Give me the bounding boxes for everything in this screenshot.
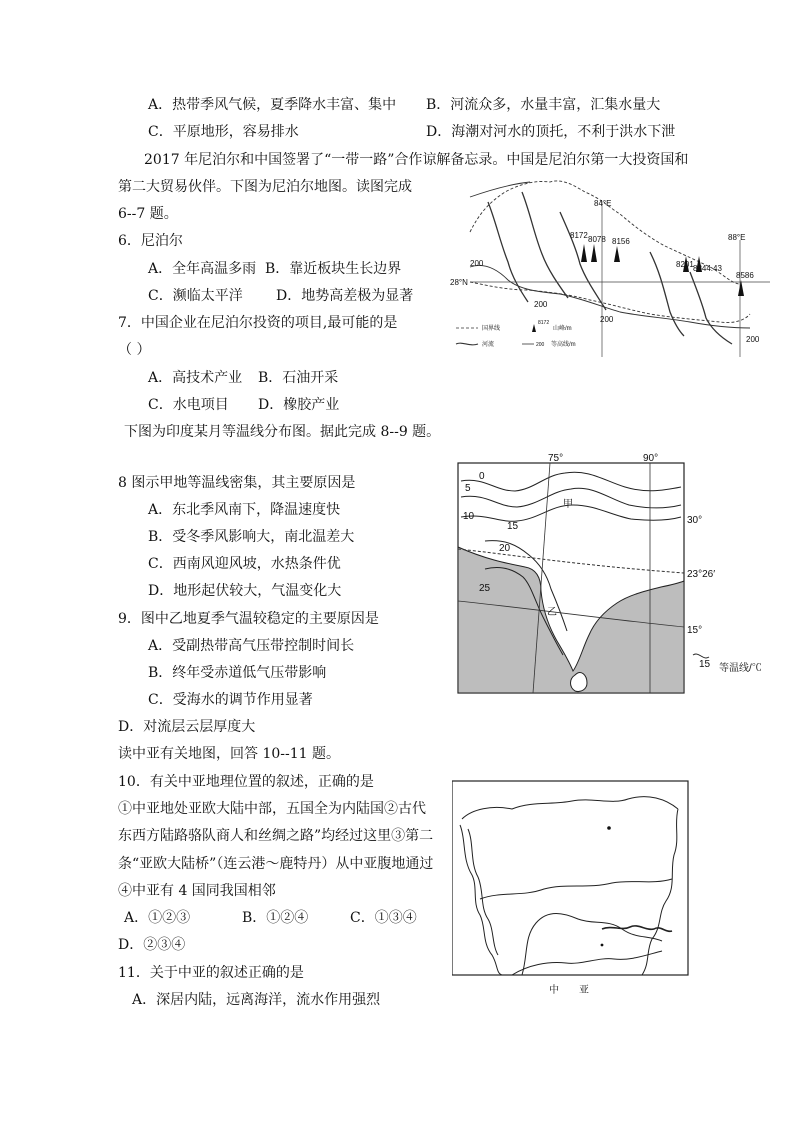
legend-isotherm-label: 等温线/℃: [719, 663, 762, 674]
q9-option-b: B．终年受赤道低气压带影响: [148, 665, 327, 681]
isotherm-0-label: 0: [479, 471, 485, 482]
peak-8586-label: 8586: [736, 271, 754, 280]
lat-2326-label: 23°26′: [687, 569, 716, 580]
central-asia-caption: 中 亚: [549, 985, 589, 996]
q7-answer-paren: （ ）: [118, 342, 151, 358]
place-yi-label: 乙: [547, 607, 557, 618]
q9-stem: 9．图中乙地夏季气温较稳定的主要原因是: [118, 611, 379, 627]
intro-nepal-line1: 2017 年尼泊尔和中国签署了“一带一路”合作谅解备忘录。中国是尼泊尔第一大投资国和: [144, 152, 689, 168]
q8-option-a: A．东北季风南下，降温速度快: [148, 502, 341, 518]
contour-200-label-a: 200: [470, 259, 484, 268]
q10-statement-line3: 条“亚欧大陆桥”（连云港～鹿特丹）从中亚腹地通过: [118, 856, 434, 872]
q7-option-d: D．橡胶产业: [258, 397, 340, 413]
legend-contour-label: 等高线/m: [551, 342, 576, 348]
legend-isotherm-icon: [693, 654, 709, 658]
isotherm-25-label: 25: [479, 583, 491, 594]
peak-8156-icon: [614, 246, 620, 262]
contour-200-label-d: 200: [746, 335, 760, 344]
legend-peak-icon: [532, 324, 536, 332]
q8-option-c: C．西南风迎风坡，水热条件优: [148, 556, 341, 572]
q7-option-a: A．高技术产业: [148, 370, 243, 386]
q7-option-b: B．石油开采: [258, 370, 339, 386]
q5-option-c: C．平原地形，容易排水: [148, 124, 299, 140]
q10-statement-line2: 东西方陆路骆队商人和丝绸之路”均经过这里③第二: [118, 828, 434, 844]
q10-statement-line4: ④中亚有 4 国同我国相邻: [118, 883, 276, 899]
lon-90-label: 90°: [643, 453, 659, 464]
q6-stem: 6．尼泊尔: [118, 233, 183, 249]
isotherm-10-label: 10: [463, 511, 475, 522]
contour-200-label-c: 200: [600, 315, 614, 324]
q10-statement-line1: ①中亚地处亚欧大陆中部，五国全为内陆国②古代: [118, 801, 426, 817]
q6-option-d: D．地势高差极为显著: [276, 288, 414, 304]
q10-option-c: C．①③④: [350, 910, 417, 926]
legend-peak-label: 山峰/m: [553, 326, 572, 332]
central-asia-map: [452, 779, 690, 999]
peak-884443-label: 8844.43: [693, 264, 722, 273]
q5-option-d: D．海潮对河水的顶托，不利于洪水下泄: [426, 124, 676, 140]
q9-option-a: A．受副热带高气压带控制时间长: [148, 638, 355, 654]
legend-border-label: 国界线: [482, 326, 501, 332]
lon-84-label: 84°E: [594, 199, 612, 208]
q5-option-b: B．河流众多，水量丰富，汇集水量大: [426, 97, 661, 113]
isotherm-5-label: 5: [465, 483, 471, 494]
intro-india: 下图为印度某月等温线分布图。据此完成 8--9 题。: [124, 424, 441, 440]
q6-option-a: A．全年高温多雨: [148, 261, 257, 277]
legend-peak-number: 8172: [538, 320, 550, 326]
q8-stem: 8 图示甲地等温线密集，其主要原因是: [118, 475, 356, 491]
isotherm-15-label: 15: [507, 521, 519, 532]
peak-8078-icon: [591, 244, 597, 262]
contour-200-label-b: 200: [534, 300, 548, 309]
india-isotherm-map: [455, 451, 785, 697]
place-jia-label: 甲: [563, 499, 573, 510]
isotherm-20-label: 20: [499, 543, 511, 554]
q7-stem: 7．中国企业在尼泊尔投资的项目,最可能的是: [118, 315, 398, 331]
q10-stem: 10．有关中亚地理位置的叙述，正确的是: [118, 774, 374, 790]
q7-option-c: C．水电项目: [148, 397, 229, 413]
q6-option-c: C．濒临太平洋: [148, 288, 243, 304]
q9-option-d: D．对流层云层厚度大: [118, 719, 256, 735]
peak-8078-label: 8078: [588, 235, 606, 244]
q11-stem: 11．关于中亚的叙述正确的是: [118, 965, 304, 981]
legend-contour-number: 200: [536, 342, 545, 348]
q5-option-a: A．热带季风气候，夏季降水丰富、集中: [148, 97, 397, 113]
q11-option-a: A．深居内陆，远离海洋，流水作用强烈: [132, 992, 381, 1008]
intro-nepal-line2: 第二大贸易伙伴。下图为尼泊尔地图。读图完成: [118, 179, 412, 195]
legend-isotherm-number: 15: [699, 659, 711, 670]
peak-8172-icon: [581, 244, 587, 262]
lon-88-label: 88°E: [728, 233, 746, 242]
river-5: [690, 272, 732, 344]
peak-8172-label: 8172: [570, 231, 588, 240]
peak-8201-label: 8201: [676, 260, 694, 269]
lat-28-label: 28°N: [450, 278, 468, 287]
lat-15-label: 15°: [687, 625, 703, 636]
lat-30-label: 30°: [687, 515, 703, 526]
intro-central-asia: 读中亚有关地图，回答 10--11 题。: [118, 746, 340, 762]
river-1: [488, 202, 528, 302]
q10-option-b: B．①②④: [242, 910, 309, 926]
peak-8586-icon: [738, 280, 744, 296]
q10-option-d: D．②③④: [118, 937, 186, 953]
q8-option-b: B．受冬季风影响大，南北温差大: [148, 529, 355, 545]
nepal-map: [450, 172, 780, 362]
q9-option-c: C．受海水的调节作用显著: [148, 692, 313, 708]
q6-option-b: B．靠近板块生长边界: [265, 261, 402, 277]
q8-option-d: D．地形起伏较大，气温变化大: [148, 583, 342, 599]
peak-8156-label: 8156: [612, 237, 630, 246]
lon-75-label: 75°: [548, 453, 564, 464]
city-dot-icon-2: [601, 944, 604, 947]
q10-option-a: A．①②③: [124, 910, 191, 926]
legend-river-label: 河流: [482, 342, 495, 348]
intro-nepal-line3: 6--7 题。: [118, 206, 178, 222]
city-dot-icon: [607, 826, 611, 830]
frame-line-top: [470, 182, 530, 197]
